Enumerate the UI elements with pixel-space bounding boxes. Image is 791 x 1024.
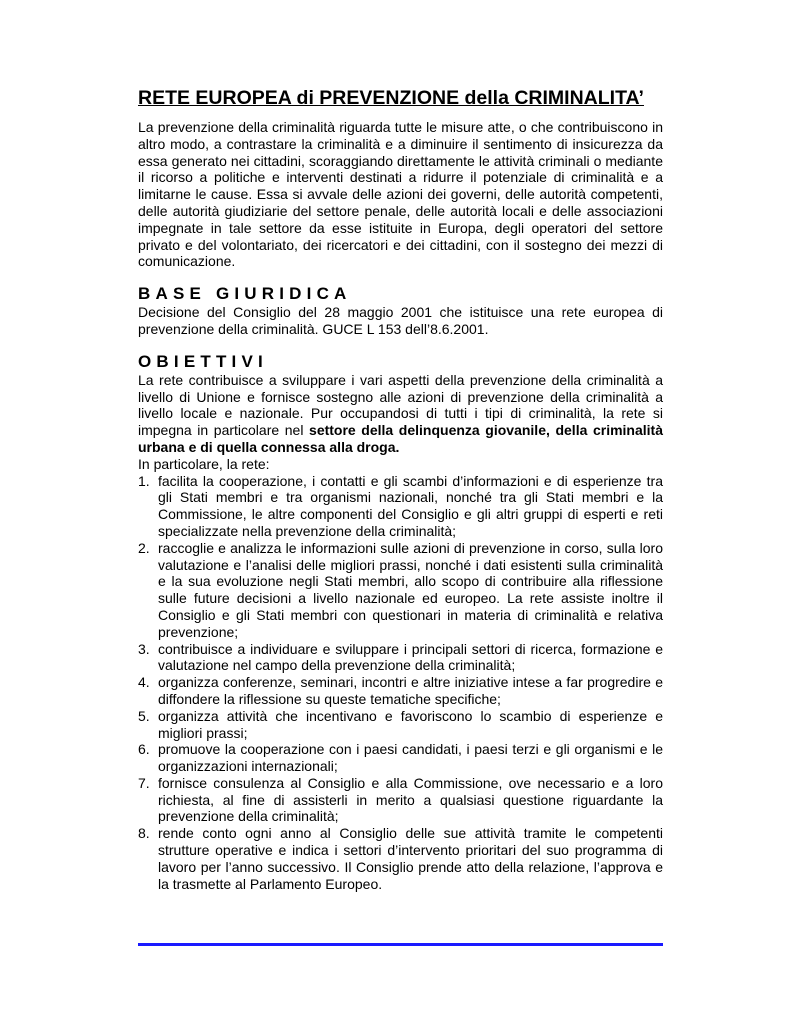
- in-particolare-text: In particolare, la rete:: [138, 455, 270, 472]
- list-item-number: 2.: [138, 539, 150, 556]
- obiettivi-heading: OBIETTIVI: [138, 351, 268, 371]
- list-item-text: fornisce consulenza al Consiglio e alla Commissione, ove necessario e a loro richiesta, al fine di assisterli in merito a qualsiasi questione riguardante la prevenzione della criminalità;: [158, 774, 663, 825]
- list-item-number: 6.: [138, 741, 150, 758]
- list-item-number: 4.: [138, 674, 150, 691]
- objectives-list: [138, 473, 663, 893]
- base-giuridica-heading: BASE GIURIDICA: [138, 284, 352, 304]
- obiettivi-bold-text: settore della delinquenza giovanile, della criminalità urbana e di quella connessa alla droga.: [138, 422, 663, 455]
- base-giuridica-text: Decisione del Consiglio del 28 maggio 2001 che istituisce una rete europea di prevenzione della criminalità. GUCE L 153 dell’8.6.2001.: [138, 304, 663, 337]
- list-item-number: 7.: [138, 774, 150, 791]
- obiettivi-text: La rete contribuisce a sviluppare i vari aspetti della prevenzione della criminalità a livello di Unione e fornisce sostegno alle azioni di prevenzione della criminalità a livello locale e nazionale. Pur occupandosi di tutti i tipi di criminalità, la rete si impegna in particolare nel: [138, 371, 663, 439]
- list-item: [138, 708, 663, 742]
- list-item-text: raccoglie e analizza le informazioni sulle azioni di prevenzione in corso, sulla loro valutazione e l’analisi delle migliori prassi, nonché i dati esistenti sulla criminalità e la sua evoluzione negli Stati membri, allo scopo di contribuire alla riflessione sulle future decisioni a livello nazionale ed europeo. La rete assiste inoltre il Consiglio e gli Stati membri con questionari in materia di criminalità e relativa prevenzione;: [158, 539, 663, 640]
- list-item: [138, 473, 663, 540]
- list-item-text: organizza conferenze, seminari, incontri e altre iniziative intese a far progredire e diffondere la riflessione su queste tematiche specifiche;: [158, 674, 663, 707]
- list-item: [138, 741, 663, 775]
- list-item-text: rende conto ogni anno al Consiglio delle sue attività tramite le competenti strutture operative e indica i settori d’intervento prioritari del suo programma di lavoro per l’anno successivo. Il Consiglio prende atto della relazione, l’approva e la trasmette al Parlamento Europeo.: [158, 825, 663, 892]
- page-title: RETE EUROPEA di PREVENZIONE della CRIMINALITA’: [138, 87, 644, 109]
- list-item-number: 8.: [138, 825, 150, 842]
- list-item: [138, 825, 663, 892]
- intro-paragraph: La prevenzione della criminalità riguarda tutte le misure atte, o che contribuiscono in altro modo, a contrastare la criminalità e a diminuire il sentimento di insicurezza da essa generato nei cittadini, scoraggiando direttamente le attività criminali o mediante il ricorso a politiche e interventi destinati a ridurre il potenziale di criminalità e a limitarne le cause. Essa si avvale delle azioni dei governi, delle autorità competenti, delle autorità giudiziarie del settore penale, delle autorità locali e delle associazioni impegnate in tale settore da esse istituite in Europa, degli operatori del settore privato e del volontariato, dei ricercatori e dei cittadini, con il sostegno dei mezzi di comunicazione.: [138, 119, 663, 270]
- list-item: [138, 540, 663, 641]
- list-item: [138, 775, 663, 825]
- list-item-number: 1.: [138, 472, 150, 489]
- document-body: [138, 86, 663, 892]
- footer-divider: [138, 943, 663, 946]
- list-item: [138, 674, 663, 708]
- list-item-text: contribuisce a individuare e sviluppare i principali settori di ricerca, formazione e valutazione nel campo della prevenzione della criminalità;: [158, 640, 663, 674]
- list-item: [138, 641, 663, 675]
- list-item-text: promuove la cooperazione con i paesi candidati, i paesi terzi e gli organismi e le organizzazioni internazionali;: [158, 741, 663, 775]
- list-item-number: 3.: [138, 640, 150, 657]
- list-item-number: 5.: [138, 707, 150, 724]
- obiettivi-paragraph: [138, 372, 663, 456]
- list-item-text: facilita la cooperazione, i contatti e gli scambi d’informazioni e di esperienze tra gli Stati membri e tra organismi nazionali, nonché tra gli Stati membri e la Commissione, le altre componenti del Consiglio e gli altri gruppi di esperti e reti specializzate nella prevenzione della criminalità;: [158, 472, 663, 539]
- list-item-text: organizza attività che incentivano e favoriscono lo scambio di esperienze e migliori prassi;: [158, 707, 663, 741]
